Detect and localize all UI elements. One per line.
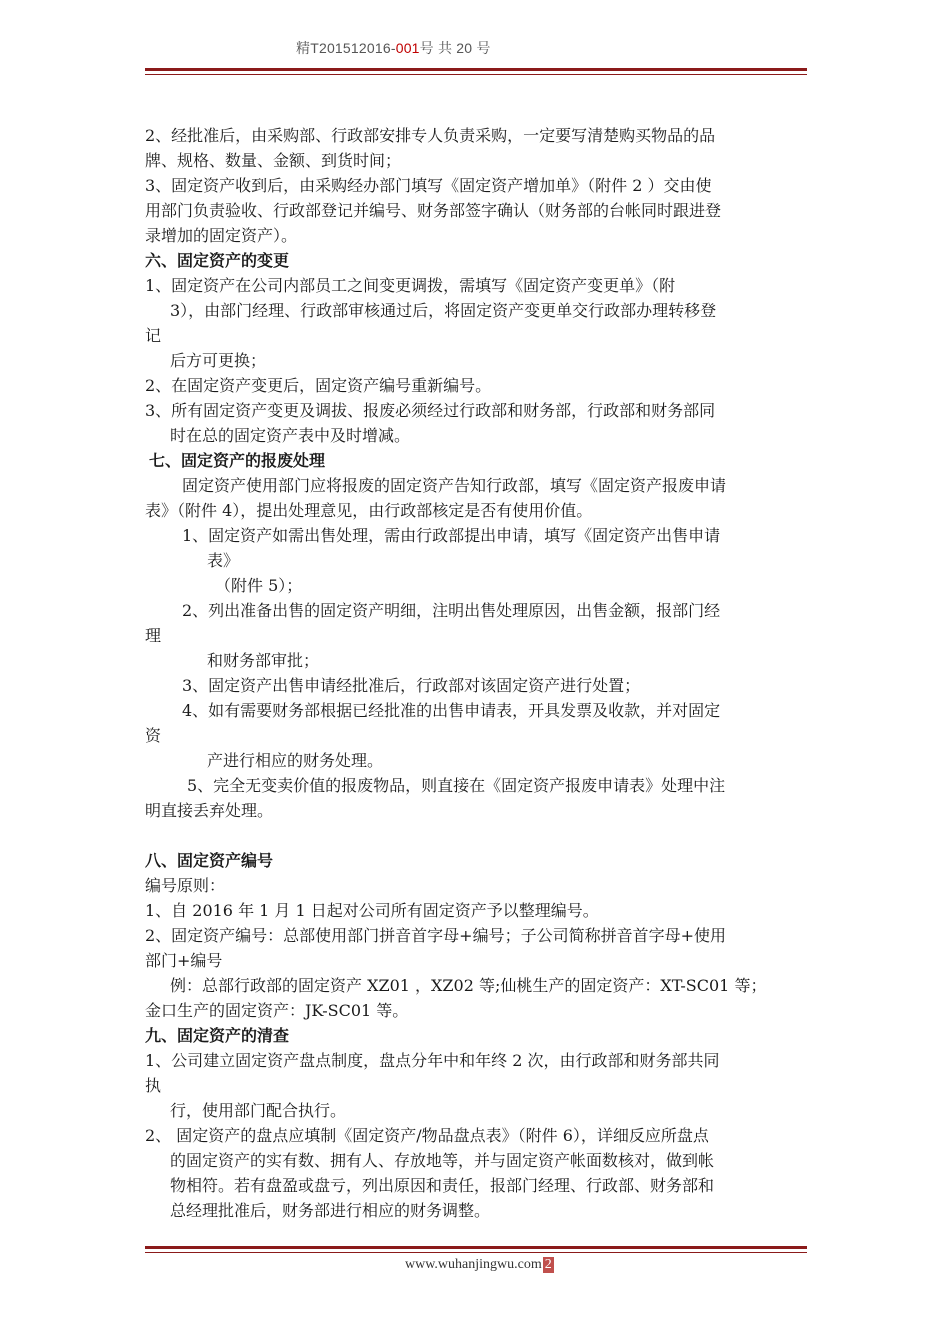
body-line: 记 [145, 326, 162, 345]
document-header [296, 38, 491, 58]
body-line: 2、在固定资产变更后，固定资产编号重新编号。 [145, 376, 492, 395]
body-line: 1、自 2016 年 1 月 1 日起对公司所有固定资产予以整理编号。 [145, 901, 599, 920]
section-heading-8: 八、固定资产编号 [145, 851, 274, 870]
body-line: 执 [145, 1076, 162, 1095]
body-line: 1、固定资产在公司内部员工之间变更调拨，需填写《固定资产变更单》（附 [145, 276, 676, 295]
body-line: （附件 5）； [215, 576, 303, 595]
document-body [145, 123, 807, 1223]
body-line: 3、固定资产收到后，由采购经办部门填写《固定资产增加单》（附件 2 ）交由使 [145, 176, 712, 195]
body-line: 录增加的固定资产）。 [145, 226, 298, 245]
body-line: 3、所有固定资产变更及调拔、报废必须经过行政部和财务部，行政部和财务部同 [145, 401, 716, 420]
body-line: 2、固定资产编号：总部使用部门拼音首字母+编号；子公司简称拼音首字母+使用 [145, 926, 726, 945]
body-line: 时在总的固定资产表中及时增减。 [170, 426, 411, 445]
body-line: 用部门负责验收、行政部登记并编号、财务部签字确认（财务部的台帐同时跟进登 [145, 201, 722, 220]
body-line: 明直接丢弃处理。 [145, 801, 274, 820]
body-line: 4、如有需要财务部根据已经批准的出售申请表，开具发票及收款，并对固定 [182, 701, 721, 720]
header-rule-thin [145, 74, 807, 75]
footer-rule-thick [145, 1246, 807, 1249]
body-line: 例：总部行政部的固定资产 XZ01 ，XZ02 等;仙桃生产的固定资产：XT-SC01 等； [170, 976, 767, 995]
body-line: 的固定资产的实有数、拥有人、存放地等，并与固定资产帐面数核对，做到帐 [170, 1151, 715, 1170]
section-heading-9: 九、固定资产的清查 [145, 1026, 290, 1045]
section-heading-6: 六、固定资产的变更 [145, 251, 290, 270]
header-number: 001 [395, 40, 420, 56]
body-line: 表》（附件 4），提出处理意见，由行政部核定是否有使用价值。 [145, 501, 593, 520]
footer-rule-thin [145, 1252, 807, 1253]
body-line: 固定资产使用部门应将报废的固定资产告知行政部，填写《固定资产报废申请 [182, 476, 727, 495]
body-line: 产进行相应的财务处理。 [207, 751, 384, 770]
body-line: 2、列出准备出售的固定资产明细，注明出售处理原因，出售金额，报部门经 [182, 601, 721, 620]
body-line: 3、固定资产出售申请经批准后，行政部对该固定资产进行处置； [182, 676, 641, 695]
body-line: 1、公司建立固定资产盘点制度，盘点分年中和年终 2 次，由行政部和财务部共同 [145, 1051, 720, 1070]
body-line: 金口生产的固定资产：JK-SC01 等。 [145, 1001, 409, 1020]
body-line: 3），由部门经理、行政部审核通过后，将固定资产变更单交行政部办理转移登 [170, 301, 717, 320]
body-line: 后方可更换； [170, 351, 267, 370]
header-rule-thick [145, 68, 807, 71]
page-number: 2 [544, 1257, 552, 1272]
body-line: 编号原则： [145, 876, 226, 895]
body-line: 和财务部审批； [207, 651, 320, 670]
page-footer [405, 1257, 554, 1273]
body-line: 资 [145, 726, 162, 745]
footer-url: www.wuhanjingwu.com [405, 1257, 542, 1272]
body-line: 2、 固定资产的盘点应填制《固定资产/物品盘点表》（附件 6），详细反应所盘点 [145, 1126, 709, 1145]
body-line: 表》 [207, 551, 240, 570]
body-line: 部门+编号 [145, 951, 223, 970]
body-line: 1、固定资产如需出售处理，需由行政部提出申请，填写《固定资产出售申请 [182, 526, 721, 545]
body-line: 2、经批准后，由采购部、行政部安排专人负责采购，一定要写清楚购买物品的品 [145, 126, 716, 145]
header-suffix: 号 共 20 号 [419, 40, 491, 56]
body-line: 理 [145, 626, 162, 645]
body-line: 牌、规格、数量、金额、到货时间； [145, 151, 402, 170]
header-prefix: 精T201512016- [296, 40, 396, 56]
blank-line [145, 823, 807, 848]
body-line: 5、完全无变卖价值的报废物品，则直接在《固定资产报废申请表》处理中注 [187, 776, 726, 795]
body-line: 总经理批准后，财务部进行相应的财务调整。 [170, 1201, 491, 1220]
body-line: 物相符。若有盘盈或盘亏，列出原因和责任，报部门经理、行政部、财务部和 [170, 1176, 715, 1195]
body-line: 行，使用部门配合执行。 [170, 1101, 347, 1120]
section-heading-7: 七、固定资产的报废处理 [149, 451, 326, 470]
